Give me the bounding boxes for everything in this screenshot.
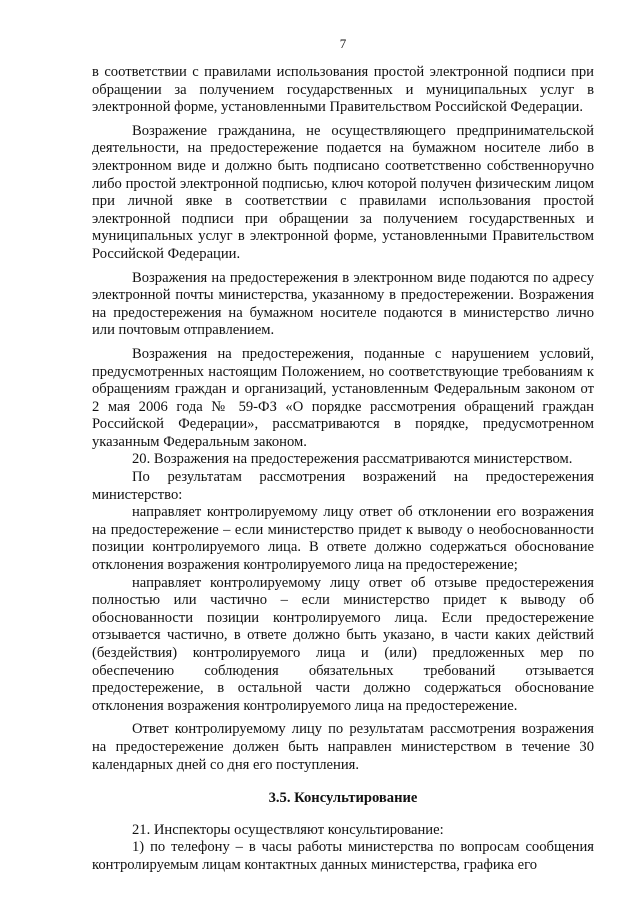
- paragraph-item-21: 21. Инспекторы осуществляют консультирование:: [132, 821, 444, 838]
- paragraph-review-results: По результатам рассмотрения возражений на предостережения министерство:: [92, 469, 594, 503]
- paragraph-item-20: 20. Возражения на предостережения рассматриваются министерством.: [132, 451, 573, 468]
- paragraph-withdrawal-response: направляет контролируемому лицу ответ об отзыве предостережения полностью или частично – если министерство придет к выводу об обоснованности позиции контролируемого лица. Если предостережение отзывается частично, в ответе должно быть указано, в части каких действий (бездействия) контролируемого лица и (или) предложенных мер по обеспечению соблюдения обязательных требований отзывается предостережение, в остальной части должно содержаться обоснование отклонения возражения контролируемого лица на предостережение.: [92, 574, 594, 714]
- paragraph-electronic-submission: Возражения на предостережения в электронном виде подаются по адресу электронной почты министерства, указанному в предостережении. Возражения на предостережения на бумажном носителе подаются в министерство лично или почтовым отправлением.: [92, 269, 594, 339]
- page-number: 7: [339, 36, 347, 51]
- paragraph-response-deadline: Ответ контролируемому лицу по результатам рассмотрения возражения на предостережение должен быть направлен министерством в течение 30 календарных дней со дня его поступления.: [92, 721, 594, 773]
- paragraph-continuation: в соответствии с правилами использования простой электронной подписи при обращении за получением государственных и муниципальных услуг в электронной форме, установленными Правительством Российской Федерации.: [92, 64, 594, 116]
- paragraph-citizen-objection: Возражение гражданина, не осуществляющего предпринимательской деятельности, на предостережение подается на бумажном носителе либо в электронном виде и должно быть подписано соответственно собственноручно либо простой электронной подписью, ключ которой получен физическим лицом при личной явке в соответствии с правилами использования простой электронной подписи при обращении за получением государственных и муниципальных услуг в электронной форме, установленными Правительством Российской Федерации.: [92, 122, 594, 262]
- paragraph-violating-conditions: Возражения на предостережения, поданные с нарушением условий, предусмотренных настоящим Положением, но соответствующие требованиям к обращениям граждан и организаций, установленным Федеральным законом от 2 мая 2006 года № 59-ФЗ «О порядке рассмотрения обращений граждан Российской Федерации», рассматриваются в порядке, предусмотренном указанным Федеральным законом.: [92, 345, 594, 450]
- paragraph-rejection-response: направляет контролируемому лицу ответ об отклонении его возражения на предостережение – если министерство придет к выводу о необоснованности позиции контролируемого лица. В ответе должно содержаться обоснование отклонения возражения контролируемого лица на предостережение;: [92, 504, 594, 574]
- document-body: [92, 64, 594, 875]
- section-heading-consulting: 3.5. Консультирование: [268, 790, 418, 807]
- paragraph-item-21-1: 1) по телефону – в часы работы министерства по вопросам сообщения контролируемым лицам контактных данных министерства, графика его: [92, 839, 594, 873]
